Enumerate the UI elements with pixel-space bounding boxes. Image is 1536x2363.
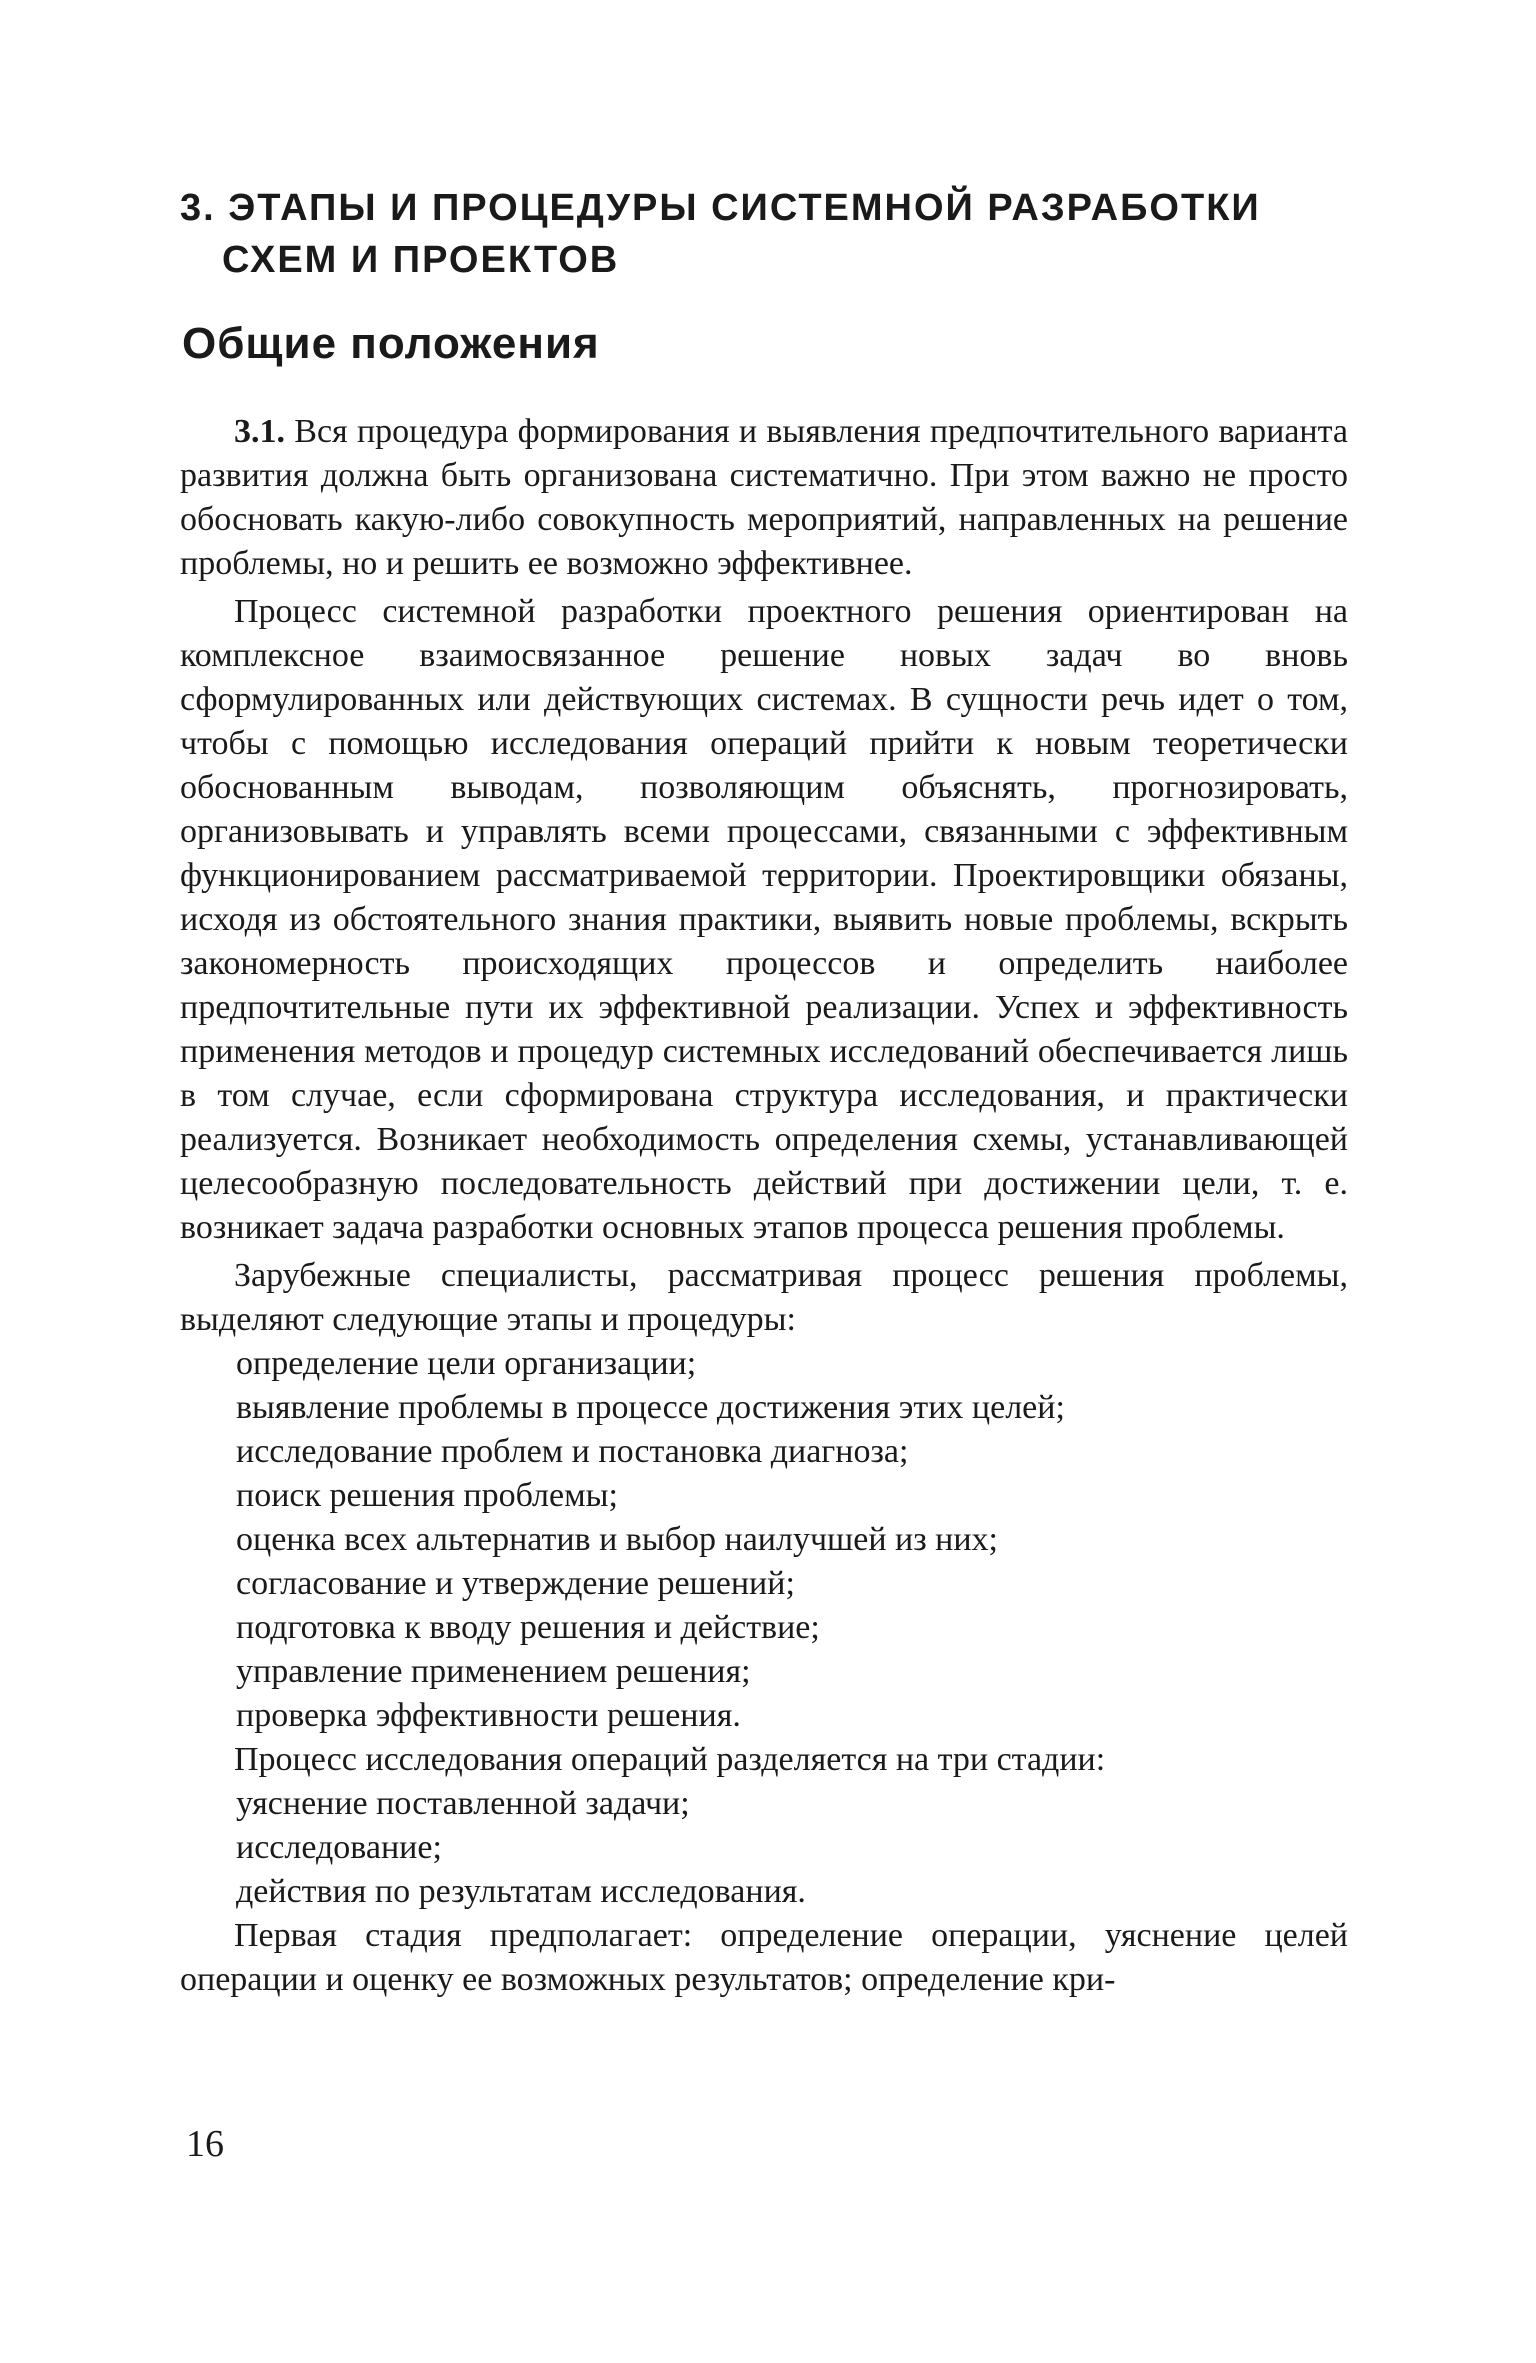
list-item: согласование и утверждение решений; xyxy=(236,1565,795,1602)
chapter-title-line-2: СХЕМ И ПРОЕКТОВ xyxy=(222,239,620,281)
list-item: исследование; xyxy=(236,1829,442,1866)
page-number: 16 xyxy=(186,2123,224,2165)
list-item: проверка эффективности решения. xyxy=(236,1697,741,1734)
research-stages-list xyxy=(180,1782,1348,1914)
paragraph-text: Вся процедура формирования и выявления предпочтительного варианта развития должна быть организована систематично. При этом важно не просто обосновать какую-либо совокупность мероприятий, направленных на решение проблемы, но и решить ее возможно эффективнее. xyxy=(180,413,1348,582)
paragraph-first-stage: Первая стадия предполагает: определение операции, уяснение целей операции и оценку ее возможных результатов; определение кри- xyxy=(180,1917,1348,1998)
paragraph-3-1 xyxy=(180,410,1348,586)
list-item: подготовка к вводу решения и действие; xyxy=(236,1609,820,1646)
chapter-title-line-1: 3. ЭТАПЫ И ПРОЦЕДУРЫ СИСТЕМНОЙ РАЗРАБОТКИ xyxy=(180,187,1261,229)
list-item: оценка всех альтернатив и выбор наилучшей из них; xyxy=(236,1521,998,1558)
section-title: Общие положения xyxy=(182,319,600,368)
paragraph-foreign-specialists: Зарубежные специалисты, рассматривая процесс решения проблемы, выделяют следующие этапы и процедуры: xyxy=(180,1257,1348,1338)
list-item: поиск решения проблемы; xyxy=(236,1477,618,1514)
list-item: выявление проблемы в процессе достижения этих целей; xyxy=(236,1389,1065,1426)
list-item: управление применением решения; xyxy=(236,1653,751,1690)
chapter-title xyxy=(180,182,1380,286)
list-item: уяснение поставленной задачи; xyxy=(236,1785,690,1822)
list-item: определение цели организации; xyxy=(236,1345,697,1382)
paragraph-research-stages: Процесс исследования операций разделяется на три стадии: xyxy=(234,1741,1106,1778)
stages-list xyxy=(180,1342,1348,1738)
body-text xyxy=(180,410,1348,2002)
clause-number: 3.1. xyxy=(234,413,285,450)
list-item: действия по результатам исследования. xyxy=(236,1873,806,1910)
paragraph-process: Процесс системной разработки проектного решения ориентирован на комплексное взаимосвязанное решение новых задач во вновь сформулированных или действующих системах. В сущности речь идет о том, чтобы с помощью исследования операций прийти к новым теоретически обоснованным выводам, позволяющим объяснять, прогнозировать, организовывать и управлять всеми процессами, связанными с эффективным функционированием рассматриваемой территории. Проектировщики обязаны, исходя из обстоятельного знания практики, выявить новые проблемы, вскрыть закономерность происходящих процессов и определить наиболее предпочтительные пути их эффективной реализации. Успех и эффективность применения методов и процедур системных исследований обеспечивается лишь в том случае, если сформирована структура исследования, и практически реализуется. Возникает необходимость определения схемы, устанавливающей целесообразную последовательность действий при достижении цели, т. е. возникает задача разработки основных этапов процесса решения проблемы. xyxy=(180,593,1348,1246)
list-item: исследование проблем и постановка диагноза; xyxy=(236,1433,909,1470)
